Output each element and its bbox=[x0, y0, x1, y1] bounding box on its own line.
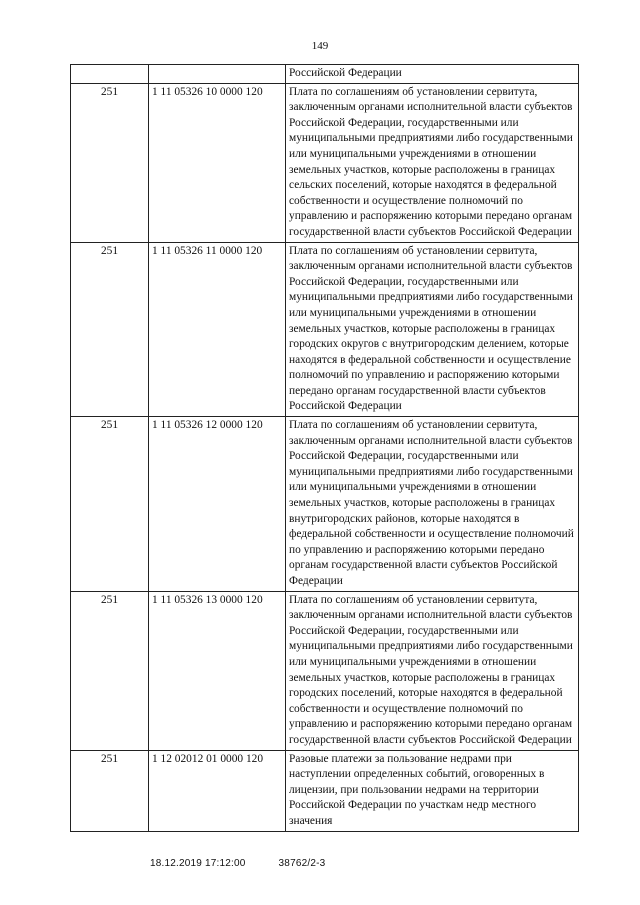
table-row bbox=[71, 750, 579, 831]
table-row bbox=[71, 83, 579, 242]
description-cell: Плата по соглашениям об установлении сервитута, заключенным органами исполнительной власти субъектов Российской Федерации, государственными или муниципальными предприятиями либо государственными или муниципальными учреждениями в отношении земельных участков, которые расположены в границах городских округов с внутригородским делением, которые находятся в федеральной собственности и осуществление полномочий по управлению и распоряжению которыми передано органам государственной власти субъектов Российской Федерации bbox=[286, 242, 579, 417]
admin-code-cell: 251 bbox=[71, 417, 149, 592]
revenue-code-cell: 1 12 02012 01 0000 120 bbox=[149, 750, 286, 831]
table-row bbox=[71, 591, 579, 750]
footer-doc-id: 38762/2-3 bbox=[278, 858, 326, 869]
table-row bbox=[71, 65, 579, 84]
description-cell: Плата по соглашениям об установлении сервитута, заключенным органами исполнительной власти субъектов Российской Федерации, государственными или муниципальными предприятиями либо государственными или муниципальными учреждениями в отношении земельных участков, которые расположены в границах внутригородских районов, которые находятся в федеральной собственности и осуществление полномочий по управлению и распоряжению которыми передано органам государственной власти субъектов Российской Федерации bbox=[286, 417, 579, 592]
revenue-code-cell: 1 11 05326 13 0000 120 bbox=[149, 591, 286, 750]
revenue-codes-table bbox=[70, 64, 579, 832]
revenue-code-cell: 1 11 05326 11 0000 120 bbox=[149, 242, 286, 417]
admin-code-cell: 251 bbox=[71, 591, 149, 750]
admin-code-cell: 251 bbox=[71, 242, 149, 417]
description-cell: Российской Федерации bbox=[286, 65, 579, 84]
footer-datetime: 18.12.2019 17:12:00 bbox=[150, 858, 246, 869]
description-cell: Разовые платежи за пользование недрами при наступлении определенных событий, оговоренных в лицензии, при пользовании недрами на территории Российской Федерации по участкам недр местного значения bbox=[286, 750, 579, 831]
admin-code-cell: 251 bbox=[71, 750, 149, 831]
admin-code-cell bbox=[71, 65, 149, 84]
revenue-code-cell bbox=[149, 65, 286, 84]
description-cell: Плата по соглашениям об установлении сервитута, заключенным органами исполнительной власти субъектов Российской Федерации, государственными или муниципальными предприятиями либо государственными или муниципальными учреждениями в отношении земельных участков, которые расположены в границах сельских поселений, которые находятся в федеральной собственности и осуществление полномочий по управлению и распоряжению которыми передано органам государственной власти субъектов Российской Федерации bbox=[286, 83, 579, 242]
revenue-code-cell: 1 11 05326 10 0000 120 bbox=[149, 83, 286, 242]
description-cell: Плата по соглашениям об установлении сервитута, заключенным органами исполнительной власти субъектов Российской Федерации, государственными или муниципальными предприятиями либо государственными или муниципальными учреждениями в отношении земельных участков, которые расположены в границах городских поселений, которые находятся в федеральной собственности и осуществление полномочий по управлению и распоряжению которыми передано органам государственной власти субъектов Российской Федерации bbox=[286, 591, 579, 750]
revenue-code-cell: 1 11 05326 12 0000 120 bbox=[149, 417, 286, 592]
page-number: 149 bbox=[311, 40, 329, 52]
footer bbox=[150, 858, 355, 869]
admin-code-cell: 251 bbox=[71, 83, 149, 242]
table-row bbox=[71, 417, 579, 592]
table-row bbox=[71, 242, 579, 417]
